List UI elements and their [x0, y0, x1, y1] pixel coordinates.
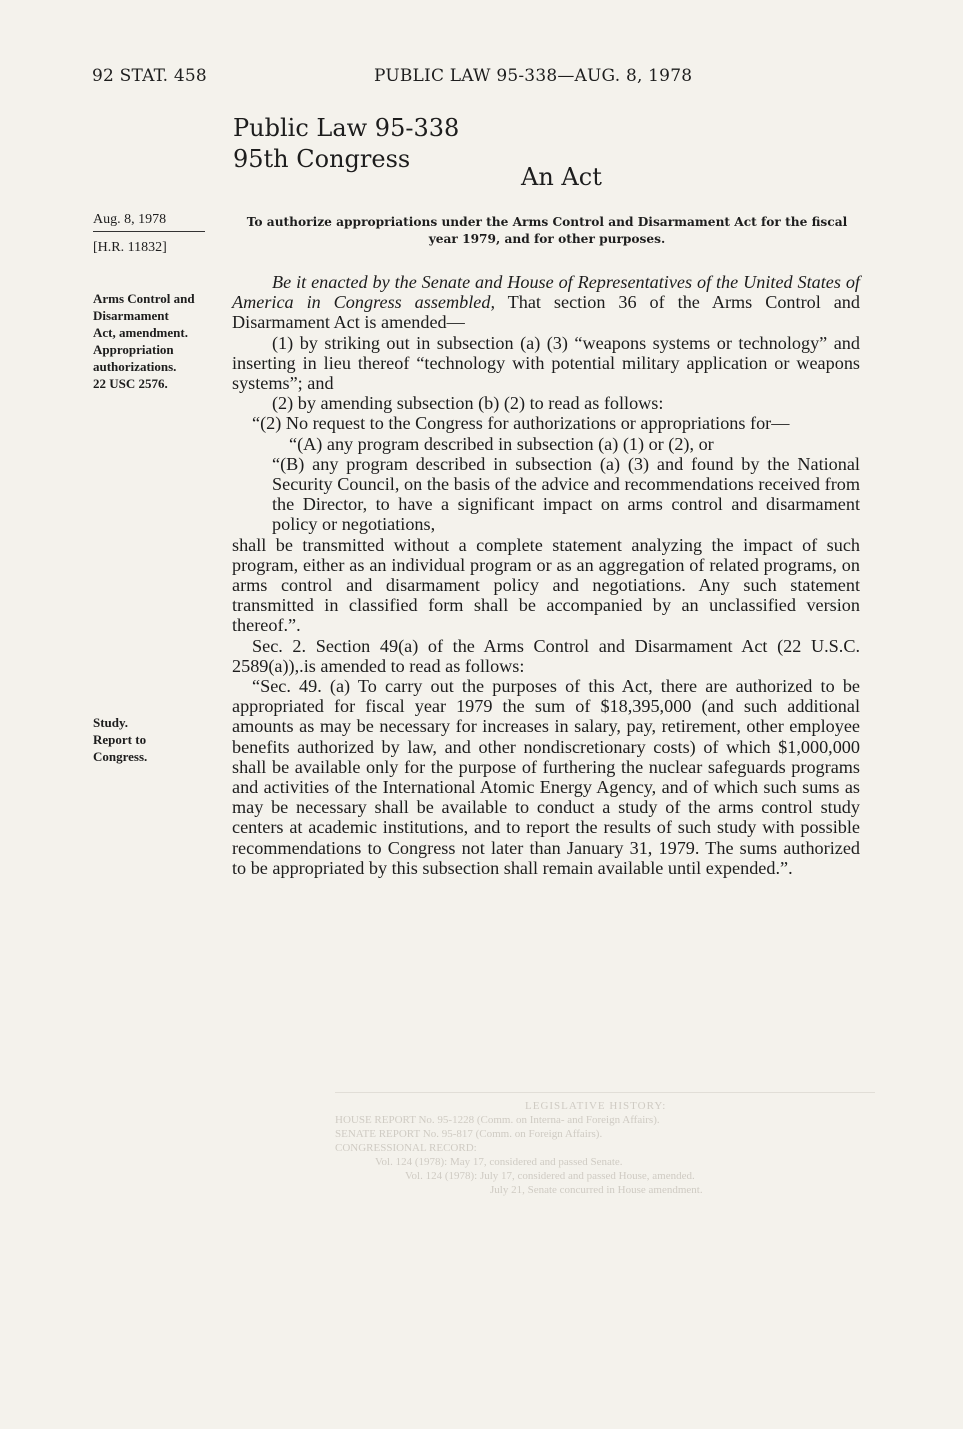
act-body — [232, 272, 860, 878]
margin-date-block — [93, 210, 221, 256]
enacting-clause-italic: Be it enacted by the Senate and House of Representatives of the United States of America in Congress assembled, — [232, 272, 860, 313]
margin-note-line: Disarmament — [93, 308, 169, 323]
margin-note-line: Act, amendment. — [93, 325, 188, 340]
legislative-history — [335, 1092, 875, 1197]
bill-number: [H.R. 11832] — [93, 240, 167, 255]
law-number: Public Law 95-338 — [233, 114, 460, 142]
record-entry: July 21, Senate concurred in House amendment. — [490, 1184, 703, 1196]
enacting-clause-text: That section 36 of the Arms Control and Disarmament Act is amended— — [232, 292, 860, 333]
enactment-date: Aug. 8, 1978 — [93, 212, 205, 232]
house-report: HOUSE REPORT No. 95-1228 (Comm. on Interna- and Foreign Affairs). — [335, 1114, 660, 1126]
margin-note-line: Report to — [93, 732, 147, 747]
margin-note-amendment — [93, 290, 221, 392]
section-2: Sec. 2. Section 49(a) of the Arms Control and Disarmament Act (22 U.S.C. 2589(a)),.is amended to read as follows: — [232, 635, 860, 676]
record-entry: Vol. 124 (1978): July 17, considered and passed House, amended. — [405, 1170, 695, 1182]
section-49: “Sec. 49. (a) To carry out the purposes of this Act, there are authorized to be appropriated for fiscal year 1979 the sum of $18,395,000 (and such additional amounts as may be necessary for increases in salary, pay, retirement, other employee benefits authorized by law, and other nondiscretionary costs) of which $1,000,000 shall be available only for the purpose of furthering the nuclear safeguards programs and activities of the International Atomic Energy Agency, and of which such sums as may be necessary shall be available to conduct a study of the arms control study centers at academic institutions, and to report the results of such study with possible recommendations to Congress not later than January 31, 1979. The sums authorized to be appropriated by this subsection shall remain available until expended.”. — [232, 676, 860, 878]
purpose-statement: To authorize appropriations under the Arms Control and Disarmament Act for the fiscal year 1979, and for other purposes. — [246, 215, 848, 246]
running-title: PUBLIC LAW 95-338—AUG. 8, 1978 — [374, 66, 693, 86]
margin-note-line: Study. — [93, 715, 129, 730]
amendment-item-1: (1) by striking out in subsection (a) (3) “weapons systems or technology” and inserting in lieu thereof “technology with potential military application or weapons systems”; and — [232, 332, 860, 394]
margin-note-line: Congress. — [93, 749, 148, 764]
enacting-clause — [232, 272, 860, 333]
margin-note-line: 22 USC 2576. — [93, 376, 168, 391]
transmittal-paragraph: shall be transmitted without a complete statement analyzing the impact of such program, either as an individual program or as an aggregation of related programs, on arms control and disarmament policy and negotiations. Any such statement transmitted in classified form shall be accompanied by an unclassified version thereof.”. — [232, 534, 860, 636]
stat-citation: 92 STAT. 458 — [92, 66, 207, 86]
legislative-history-heading: LEGISLATIVE HISTORY: — [525, 1100, 667, 1112]
record-entry: Vol. 124 (1978): May 17, considered and passed Senate. — [375, 1156, 623, 1168]
quoted-clause-b: “(B) any program described in subsection (a) (3) and found by the National Security Council, on the basis of the advice and recommendations received from the Director, to have a significant impact on arms control and disarmament policy or negotiations, — [272, 453, 860, 535]
margin-note-study — [93, 714, 221, 765]
act-heading: An Act — [521, 163, 602, 191]
amendment-item-2: (2) by amending subsection (b) (2) to read as follows: — [272, 393, 664, 414]
congress-label: 95th Congress — [233, 145, 411, 173]
margin-note-line: Appropriation — [93, 342, 174, 357]
margin-note-line: Arms Control and — [93, 291, 195, 306]
divider — [335, 1092, 875, 1093]
congressional-record: CONGRESSIONAL RECORD: — [335, 1142, 477, 1154]
quoted-subsection-2: “(2) No request to the Congress for authorizations or appropriations for— — [252, 413, 790, 434]
senate-report: SENATE REPORT No. 95-817 (Comm. on Foreign Affairs). — [335, 1128, 603, 1140]
quoted-clause-a: “(A) any program described in subsection (a) (1) or (2), or — [289, 433, 714, 454]
margin-note-line: authorizations. — [93, 359, 177, 374]
